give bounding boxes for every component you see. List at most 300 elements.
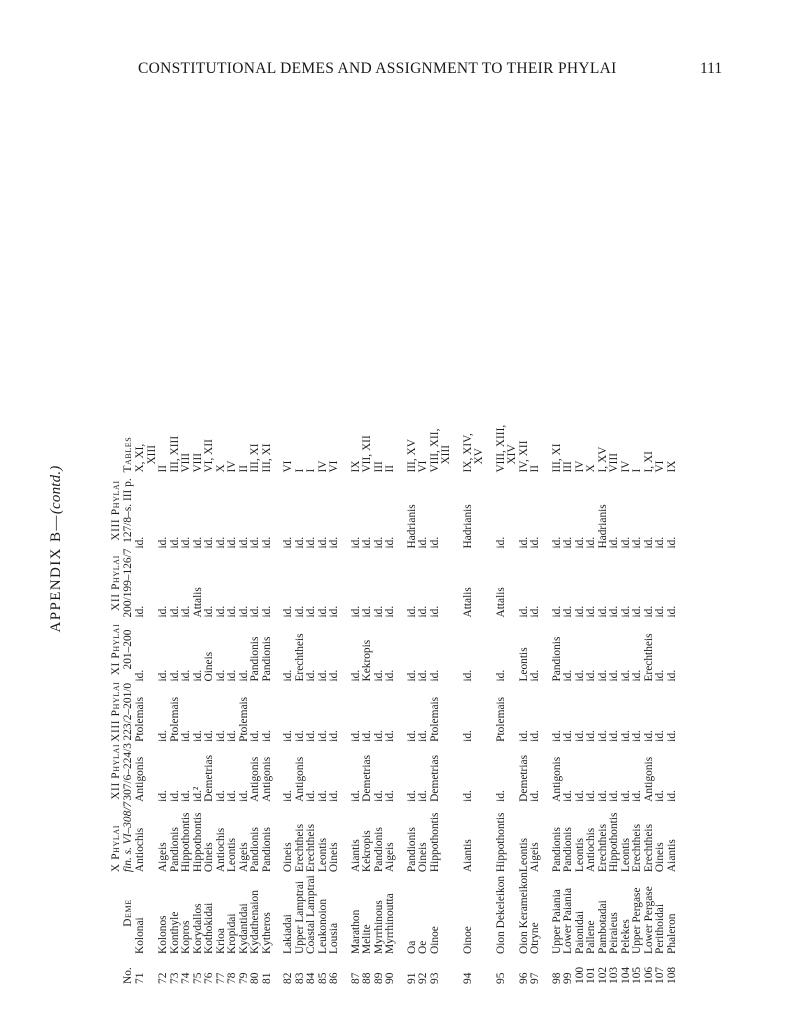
x-phylai-cell: Hippothontis (180, 812, 192, 873)
deme-cell: Myrrhinous (372, 900, 385, 954)
xiii-phylai-1-cell: id. (405, 730, 418, 742)
table-row (563, 413, 575, 984)
header-xii-phylai-2 (110, 549, 135, 618)
xii-phylai-1-cell: id. (529, 790, 541, 802)
table-row (385, 413, 397, 984)
xii-phylai-2-cell: id. (517, 605, 530, 618)
table-row (407, 413, 419, 984)
header-x-phylai-dates: fin. s. VI–308/7 (122, 801, 134, 873)
no-cell: 86 (328, 972, 340, 984)
xiii-phylai-1-cell: id. (180, 730, 192, 742)
x-phylai-cell: Leontis (226, 837, 238, 873)
xiii-phylai-1-cell: id. (573, 730, 586, 742)
xiii-phylai-1-cell: id. (282, 730, 294, 742)
x-phylai-cell: Pandionis (249, 827, 261, 873)
deme-cell: Phaleron (665, 913, 678, 954)
table-row (575, 413, 587, 984)
xiii-phylai-2-cell: id. (642, 536, 655, 549)
xi-phylai-cell: Pandionis (249, 636, 261, 682)
table-row (655, 413, 667, 984)
deme-cell: Leukonoion (316, 898, 329, 954)
xiii-phylai-1-cell: id. (384, 730, 396, 742)
xi-phylai-cell: id. (226, 669, 238, 682)
xii-phylai-2-cell: id. (642, 605, 655, 618)
xii-phylai-2-cell: id. (349, 605, 362, 618)
xii-phylai-1-cell: Antigonis (550, 756, 563, 802)
xiii-phylai-1-cell: id. (226, 730, 238, 742)
x-phylai-cell: Pandionis (260, 827, 273, 873)
xiii-phylai-1-cell: id. (316, 730, 329, 742)
x-phylai-cell: Leontis (517, 837, 530, 873)
xii-phylai-1-cell: id. (494, 790, 507, 802)
tables-cell: VI (654, 460, 666, 473)
tables-line-1: IX, XIV, (461, 433, 474, 473)
table-row (632, 413, 644, 984)
appendix-title-text: APPENDIX B— (48, 514, 64, 633)
xi-phylai-cell: id. (428, 669, 441, 682)
no-cell: 88 (361, 972, 373, 984)
deme-cell: Lower Paiania (562, 887, 574, 954)
xi-phylai-cell: id. (191, 669, 204, 682)
tables-line-2: XIII (145, 444, 158, 465)
no-cell: 81 (260, 972, 273, 984)
deme-cell: Upper Pergase (631, 887, 643, 954)
no-cell: 99 (562, 972, 574, 984)
xii-phylai-1-cell: id. (619, 790, 632, 802)
header-xi-phylai-title: XI Phylai (110, 623, 122, 676)
xii-phylai-2-cell: id. (384, 605, 396, 618)
xi-phylai-cell: id. (494, 669, 507, 682)
xiii-phylai-2-cell: id. (585, 536, 597, 549)
no-cell: 79 (237, 972, 250, 984)
header-xii-phylai-1 (110, 742, 135, 802)
xii-phylai-1-cell: id. (665, 790, 678, 802)
xii-phylai-1-cell: Antigonis (249, 756, 261, 802)
table-row (644, 413, 656, 984)
tables-line-1: VIII, XIII, (494, 424, 507, 473)
no-cell: 97 (529, 972, 541, 984)
xiii-phylai-2-cell: id. (203, 536, 215, 549)
xiii-phylai-2-cell: id. (168, 536, 181, 549)
deme-cell: Pambotadai (596, 900, 609, 954)
xii-phylai-1-cell: id. (168, 790, 181, 802)
xiii-phylai-2-cell: id. (631, 536, 643, 549)
xii-phylai-1-cell: id. (180, 790, 192, 802)
xiii-phylai-2-cell: id. (305, 536, 317, 549)
xii-phylai-2-cell: id. (168, 605, 181, 618)
table-row (667, 413, 679, 984)
xii-phylai-1-cell: id. (282, 790, 294, 802)
xiii-phylai-1-cell: Ptolemais (494, 696, 507, 742)
tables-cell: IX (349, 460, 362, 473)
x-phylai-cell: Antiochis (585, 827, 597, 873)
table-row (135, 413, 158, 984)
demes-table (110, 413, 678, 984)
xii-phylai-1-cell: id. (214, 790, 227, 802)
table-body (135, 413, 678, 984)
deme-cell: Oinoe (461, 926, 474, 954)
no-cell: 71 (134, 972, 146, 984)
deme-cell: Marathon (349, 909, 362, 954)
xii-phylai-2-cell: id. (585, 605, 597, 618)
table-row (463, 413, 486, 984)
tables-cell: X (214, 464, 227, 473)
header-xii-phylai-2-dates: 200/199–126/7 (122, 548, 134, 618)
xii-phylai-2-cell: id. (305, 605, 317, 618)
no-cell: 82 (282, 972, 294, 984)
spacer-cell (542, 413, 552, 984)
xii-phylai-1-cell: id. (405, 790, 418, 802)
xii-phylai-2-cell: id. (316, 605, 329, 618)
header-xiii-phylai-2 (110, 473, 135, 549)
tables-cell: IV, XII (517, 440, 530, 473)
xii-phylai-2-cell: id. (214, 605, 227, 618)
tables-cell: III (562, 461, 574, 473)
no-cell: 101 (585, 966, 597, 984)
xiii-phylai-1-cell: id. (305, 730, 317, 742)
xi-phylai-cell: Leontis (517, 647, 530, 682)
table-row (283, 413, 295, 984)
xii-phylai-1-cell: id.² (191, 786, 204, 802)
x-phylai-cell: Aigeis (384, 842, 396, 873)
xiii-phylai-2-cell: id. (226, 536, 238, 549)
xiii-phylai-2-cell: id. (349, 536, 362, 549)
xii-phylai-2-cell: id. (573, 605, 586, 618)
xiii-phylai-2-cell: id. (180, 536, 192, 549)
xiii-phylai-1-cell: id. (249, 730, 261, 742)
spacer-row (341, 413, 351, 984)
xii-phylai-1-cell: id. (157, 790, 169, 802)
header-xiii-phylai-1 (110, 682, 135, 742)
xii-phylai-1-cell: Demetrias (361, 755, 373, 802)
tables-cell: VIII (180, 452, 192, 473)
spacer-row (397, 413, 407, 984)
tables-cell: I (305, 468, 317, 473)
tables-cell: VI (328, 460, 340, 473)
xii-phylai-1-cell: id. (573, 790, 586, 802)
xii-phylai-1-cell: id. (461, 790, 474, 802)
tables-cell: IV (573, 460, 586, 473)
table-row (418, 413, 430, 984)
xi-phylai-cell: id. (168, 669, 181, 682)
tables-cell (135, 413, 158, 473)
xii-phylai-2-cell: id. (180, 605, 192, 618)
xi-phylai-cell: id. (608, 669, 620, 682)
table-row (530, 413, 542, 984)
x-phylai-cell: Erechtheis (642, 823, 655, 873)
header-xiii-phylai-1-dates: 223/2–201/0 (122, 682, 134, 741)
xiii-phylai-2-cell: id. (562, 536, 574, 549)
xi-phylai-cell: id. (384, 669, 396, 682)
xii-phylai-1-cell: id. (237, 790, 250, 802)
xii-phylai-2-cell: id. (631, 605, 643, 618)
xiii-phylai-2-cell: Hadrianis (461, 504, 474, 549)
xiii-phylai-2-cell: Hadrianis (405, 504, 418, 549)
xi-phylai-cell: id. (349, 669, 362, 682)
deme-cell: Oa (405, 940, 418, 954)
xii-phylai-1-cell: Demetrias (517, 755, 530, 802)
spacer-cell (486, 413, 496, 984)
tables-cell: VII, XII (361, 435, 373, 473)
xii-phylai-2-cell: id. (237, 605, 250, 618)
xiii-phylai-1-cell: id. (608, 730, 620, 742)
xii-phylai-2-cell: Attalis (494, 587, 507, 618)
tables-cell: II (384, 464, 396, 473)
xii-phylai-1-cell: id. (585, 790, 597, 802)
header-deme: Deme (122, 899, 134, 927)
header-x-phylai-title: X Phylai (110, 824, 122, 873)
tables-cell: III, XV (405, 439, 418, 473)
tables-cell: II (529, 464, 541, 473)
xii-phylai-2-cell: id. (562, 605, 574, 618)
xiii-phylai-1-cell: id. (517, 730, 530, 742)
xi-phylai-cell: id. (316, 669, 329, 682)
tables-line-2: XIII (440, 444, 452, 465)
table-row (351, 413, 363, 984)
xii-phylai-2-cell: id. (665, 605, 678, 618)
table-row (362, 413, 374, 984)
xi-phylai-cell: id. (573, 669, 586, 682)
xiii-phylai-1-cell: id. (631, 730, 643, 742)
deme-cell: Oe (417, 940, 429, 954)
xiii-phylai-2-cell: Hadrianis (596, 504, 609, 549)
no-cell: 92 (417, 972, 429, 984)
deme-cell: Perithoidai (654, 904, 666, 954)
tables-cell: IV (619, 460, 632, 473)
table-row (609, 413, 621, 984)
no-cell: 104 (619, 966, 632, 984)
x-phylai-cell: Leontis (573, 837, 586, 873)
tables-cell: VIII (608, 452, 620, 473)
xii-phylai-2-cell: id. (654, 605, 666, 618)
tables-cell: X (585, 464, 597, 473)
no-cell: 103 (608, 966, 620, 984)
xi-phylai-cell: id. (585, 669, 597, 682)
xii-phylai-1-cell: id. (328, 790, 340, 802)
xii-phylai-2-cell: id. (417, 605, 429, 618)
tables-cell: VIII (191, 452, 204, 473)
deme-cell: Oion Dekeleikon (494, 875, 507, 954)
header-row (110, 413, 135, 984)
xii-phylai-1-cell: id. (596, 790, 609, 802)
xii-phylai-2-cell: id. (619, 605, 632, 618)
header-xii-phylai-1-title: XII Phylai (110, 743, 122, 800)
xii-phylai-1-cell: id. (631, 790, 643, 802)
x-phylai-cell: Aigeis (157, 842, 169, 873)
header-xiii-phylai-2-title: XIII Phylai (110, 480, 122, 541)
tables-cell: IV (316, 460, 329, 473)
xii-phylai-1-cell: id. (562, 790, 574, 802)
xiii-phylai-2-cell: id. (328, 536, 340, 549)
xii-phylai-2-cell: id. (282, 605, 294, 618)
xii-phylai-2-cell: id. (134, 605, 146, 618)
header-no: No. (122, 967, 134, 984)
xi-phylai-cell: id. (237, 669, 250, 682)
xiii-phylai-1-cell: id. (417, 730, 429, 742)
xiii-phylai-2-cell: id. (550, 536, 563, 549)
spacer-cell (273, 413, 283, 984)
table-row (496, 413, 519, 984)
xi-phylai-cell: id. (562, 669, 574, 682)
xiii-phylai-2-cell: id. (654, 536, 666, 549)
xiii-phylai-1-cell: id. (260, 730, 273, 742)
xii-phylai-1-cell: Antigonis (260, 756, 273, 802)
xiii-phylai-2-cell: id. (529, 536, 541, 549)
xi-phylai-cell: Kekropis (361, 639, 373, 682)
tables-cell: VI, XII (203, 439, 215, 473)
tables-cell: I, XV (596, 446, 609, 473)
x-phylai-cell: Erechtheis (305, 823, 317, 873)
x-phylai-cell: Aigeis (529, 842, 541, 873)
deme-cell: Otryne (529, 922, 541, 954)
table-row (204, 413, 216, 984)
deme-cell: Kydantidai (237, 903, 250, 954)
tables-line-2: XV (473, 448, 485, 465)
no-cell: 94 (461, 972, 474, 984)
xi-phylai-cell: id. (305, 669, 317, 682)
xiii-phylai-2-cell: id. (417, 536, 429, 549)
x-phylai-cell: Oineis (282, 842, 294, 873)
deme-cell: Myrrhinoutta (384, 893, 396, 954)
tables-cell: III, XIII (168, 435, 181, 473)
xiii-phylai-2-cell: id. (665, 536, 678, 549)
no-cell: 108 (665, 966, 678, 984)
spacer-row (542, 413, 552, 984)
xii-phylai-2-cell: id. (226, 605, 238, 618)
xii-phylai-1-cell: Antigonis (293, 756, 306, 802)
xiii-phylai-1-cell: id. (654, 730, 666, 742)
table-row (227, 413, 239, 984)
xiii-phylai-2-cell: id. (237, 536, 250, 549)
tables-cell: VI (417, 460, 429, 473)
xi-phylai-cell: id. (157, 669, 169, 682)
tables-cell: II (237, 464, 250, 473)
xiii-phylai-1-cell: Ptolemais (237, 696, 250, 742)
no-cell: 73 (168, 972, 181, 984)
xiii-phylai-2-cell: id. (428, 536, 441, 549)
deme-cell: Lousia (328, 922, 340, 954)
xii-phylai-2-cell: id. (293, 605, 306, 618)
header-xiii-phylai-1-title: XIII Phylai (110, 681, 122, 742)
table-row (216, 413, 228, 984)
spacer-row (486, 413, 496, 984)
deme-cell: Konthyle (168, 911, 181, 954)
xiii-phylai-2-cell: id. (517, 536, 530, 549)
table-row (306, 413, 318, 984)
xii-phylai-1-cell: id. (654, 790, 666, 802)
xii-phylai-1-cell: id. (349, 790, 362, 802)
xii-phylai-1-cell: id. (608, 790, 620, 802)
xiii-phylai-2-cell: id. (608, 536, 620, 549)
tables-cell: IV (226, 460, 238, 473)
xiii-phylai-1-cell: Ptolemais (168, 696, 181, 742)
xi-phylai-cell: id. (461, 669, 474, 682)
xi-phylai-cell: Erechtheis (293, 633, 306, 682)
x-phylai-cell: Erechtheis (631, 823, 643, 873)
xii-phylai-1-cell: id. (417, 790, 429, 802)
xii-phylai-1-cell: id. (316, 790, 329, 802)
x-phylai-cell: Erechtheis (596, 823, 609, 873)
x-phylai-cell: Pandionis (550, 827, 563, 873)
tables-cell: II (157, 464, 169, 473)
table-row (193, 413, 205, 984)
tables-cell: IX (665, 460, 678, 473)
deme-cell: Kopros (180, 920, 192, 954)
xi-phylai-cell: id. (631, 669, 643, 682)
spacer-row (273, 413, 283, 984)
xiii-phylai-1-cell: Ptolemais (134, 696, 146, 742)
xi-phylai-cell: id. (619, 669, 632, 682)
xi-phylai-cell: id. (134, 669, 146, 682)
deme-cell: Kydathenaion (249, 890, 261, 954)
header-x-phylai (110, 802, 135, 872)
xi-phylai-cell: Oineis (203, 651, 215, 682)
no-cell: 80 (249, 972, 261, 984)
no-cell: 90 (384, 972, 396, 984)
xii-phylai-1-cell: id. (384, 790, 396, 802)
tables-cell: III, XI (260, 443, 273, 473)
xi-phylai-cell: id. (596, 669, 609, 682)
xii-phylai-2-cell: id. (428, 605, 441, 618)
deme-cell: Lakiadai (282, 914, 294, 954)
xiii-phylai-1-cell: id. (585, 730, 597, 742)
tables-line-2: XIV (506, 444, 518, 465)
xiii-phylai-1-cell: id. (596, 730, 609, 742)
tables-line-1: X, XI, (134, 443, 146, 473)
xiii-phylai-1-cell: id. (214, 730, 227, 742)
xiii-phylai-2-cell: id. (372, 536, 385, 549)
xiii-phylai-2-cell: id. (384, 536, 396, 549)
deme-cell: Oion Kerameikon (517, 872, 530, 954)
xii-phylai-2-cell: id. (260, 605, 273, 618)
xiii-phylai-2-cell: id. (191, 536, 204, 549)
x-phylai-cell: Hippothontis (428, 812, 441, 873)
xii-phylai-2-cell: id. (550, 605, 563, 618)
x-phylai-cell: Leontis (619, 837, 632, 873)
xii-phylai-2-cell: id. (596, 605, 609, 618)
xiii-phylai-1-cell: Ptolemais (428, 696, 441, 742)
no-cell: 96 (517, 972, 530, 984)
xiii-phylai-2-cell: id. (619, 536, 632, 549)
header-xii-phylai-1-dates: 307/6–224/3 (122, 743, 134, 801)
x-phylai-cell: Antiochis (214, 827, 227, 873)
deme-cell: Melite (361, 924, 373, 954)
no-cell: 74 (180, 972, 192, 984)
xii-phylai-2-cell: Attalis (191, 587, 204, 618)
xii-phylai-1-cell: Antigonis (134, 756, 146, 802)
x-phylai-cell: Antiochis (134, 827, 146, 873)
no-cell: 75 (191, 972, 204, 984)
xiii-phylai-1-cell: id. (372, 730, 385, 742)
x-phylai-cell: Oineis (203, 842, 215, 873)
header-xii-phylai-2-title: XII Phylai (110, 555, 122, 611)
xii-phylai-1-cell: id. (305, 790, 317, 802)
xiii-phylai-1-cell: id. (562, 730, 574, 742)
xiii-phylai-1-cell: id. (361, 730, 373, 742)
table-row (318, 413, 330, 984)
table-row (170, 413, 182, 984)
xiii-phylai-1-cell: id. (461, 730, 474, 742)
table-row (586, 413, 598, 984)
deme-cell: Upper Paiania (550, 889, 563, 954)
no-cell: 102 (596, 966, 609, 984)
xii-phylai-2-cell: Attalis (461, 587, 474, 618)
no-cell: 93 (428, 972, 441, 984)
xiii-phylai-2-cell: id. (361, 536, 373, 549)
tables-cell: III, XI (249, 443, 261, 473)
xii-phylai-1-cell: id. (226, 790, 238, 802)
xii-phylai-2-cell: id. (372, 605, 385, 618)
